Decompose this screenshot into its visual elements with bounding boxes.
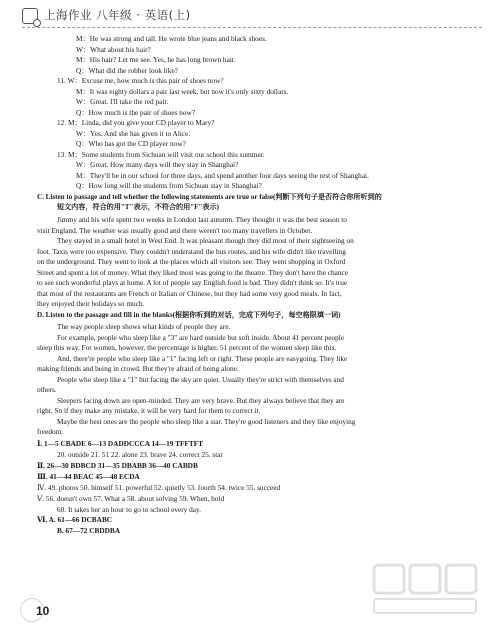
text-line: For example, people who sleep like a "3" are hard outside but soft inside. About 41 percent people bbox=[57, 332, 345, 342]
text-line: right. So if they make any mistake, it will be very hard for them to correct it. bbox=[37, 406, 261, 415]
text-line: freedom. bbox=[37, 427, 64, 436]
text-line: on the underground. They went to look at the places which all visitors see. They went shopping in Oxford bbox=[37, 257, 346, 266]
text-line: Sleepers facing down are open-minded. They are very brave. But they always believe that they are bbox=[57, 395, 345, 405]
answer-key-line: Ⅲ. 41—44 BEAC 45—48 ECDA bbox=[37, 472, 140, 481]
text-line: foot. Taxis were too expensive. They couldn't understand the bus routes, and his wife didn't like travelling bbox=[37, 246, 346, 256]
text-line: Q：What did the robber look like? bbox=[76, 65, 178, 75]
text-line: W：What about his hair? bbox=[76, 44, 151, 54]
text-line: 12. M：Linda, did you give your CD player to Mary? bbox=[57, 118, 215, 127]
text-line: 20. outside 21. 51 22. alone 23. brave 24. correct 25. star bbox=[57, 450, 223, 459]
answer-key-line: Ⅱ. 26—30 BDBCD 31—35 DBABB 36—40 CABDB bbox=[37, 461, 198, 470]
text-line: They stayed in a small hotel in West End. It was pleasant though they did most of their sightseeing on bbox=[57, 236, 354, 245]
answer-key-line: Ⅵ. A. 61—66 DCBABC bbox=[37, 515, 113, 524]
text-line: to see such wonderful plays at home. A lot of people say English food is bad. They didn't think so. It's true bbox=[37, 278, 348, 287]
text-line: Ⅳ. 49. photos 50. himself 51. powerful 52. quietly 53. fourth 54. twice 55. succeed bbox=[37, 483, 281, 492]
text-line: sleep this way. For women, however, the percentage is higher, 51 percent of the women sleep like this. bbox=[37, 343, 337, 352]
watermark-logo bbox=[370, 559, 490, 619]
section-heading: C. Listen to passage and tell whether the following statements are true or false(判断下列句子是否符合你所听到的 bbox=[37, 193, 382, 201]
text-line: Jimmy and his wife spent two weeks in London last autumn. They thought it was the best season to bbox=[57, 215, 347, 224]
section-heading: 短文内容，符合的用"T"表示，不符合的用"F"表示) bbox=[57, 203, 219, 211]
text-line: W：Yes. And she has given it to Alice. bbox=[76, 128, 191, 138]
text-line: Q：How long will the students from Sichuan stay in Shanghai? bbox=[76, 181, 262, 190]
book-logo-icon bbox=[22, 8, 38, 24]
text-line: People who sleep like a "1" but facing the sky are quiet. Usually they're strict with themselves and bbox=[57, 374, 344, 384]
header-title: 上海作业 八年级 · 英语(上) bbox=[44, 8, 191, 22]
text-line: And, there're people who sleep like a "1" facing left or right. These people are easygoing. They like bbox=[57, 353, 348, 363]
text-line: visit England. The weather was usually good and there weren't too many travellers in October. bbox=[37, 225, 313, 235]
text-line: others. bbox=[37, 385, 57, 394]
text-line: Street and spent a lot of money. What they liked most was going to the theatre. They don't have the chance bbox=[37, 267, 349, 277]
page-header bbox=[22, 6, 482, 28]
text-line: M：His hair? Let me see. Yes, he has long brown hair. bbox=[76, 55, 236, 64]
page-number: 10 bbox=[36, 604, 50, 618]
text-line: M：They'll be in our school for three days, and spend another four days seeing the rest of Shanghai. bbox=[76, 170, 369, 180]
section-heading: D. Listen to the passage and fill in the blanks(根据你听到的对话，完成下列句子，每空格限填一词) bbox=[37, 311, 341, 319]
text-line: Ⅴ. 56. doesn't own 57. What a 58. about solving 59. When, hold bbox=[37, 494, 225, 503]
text-line: 11. W：Excuse me, how much is this pair of shoes now? bbox=[57, 76, 224, 85]
answer-key-line: B. 67—72 CBDDBA bbox=[57, 526, 121, 535]
text-line: 60. It takes her an hour to go to school every day. bbox=[57, 504, 202, 514]
text-line: W：Great. How many days will they stay in Shanghai? bbox=[76, 160, 239, 169]
text-line: 13. M：Some students from Sichuan will visit our school this summer. bbox=[57, 149, 265, 159]
text-line: Q：Who has got the CD player now? bbox=[76, 139, 186, 148]
text-line: Maybe the best ones are the people who sleep like a star. They're good listeners and they like enjoying bbox=[57, 416, 356, 426]
text-line: that most of the restaurants are French or Italian or Chinese, but they had some very good meals. In fact, bbox=[37, 288, 342, 298]
text-line: W：Great. I'll take the red pair. bbox=[76, 97, 169, 106]
text-line: M：He was strong and tall. He wrote blue jeans and black shoes. bbox=[76, 34, 267, 43]
text-line: making friends and being in crowd. But they're afraid of being alone. bbox=[37, 364, 239, 373]
text-line: M：It was eighty dollars a pair last week, but now it's only sixty dollars. bbox=[76, 86, 289, 96]
text-line: they enjoyed their holidays so much. bbox=[37, 299, 145, 308]
header-divider bbox=[22, 27, 482, 28]
answer-key-line: Ⅰ. 1—5 CBADE 6—13 DADDCCCA 14—19 TFFTFT bbox=[37, 439, 204, 448]
text-line: The way people sleep shows what kinds of people they are. bbox=[57, 322, 231, 331]
text-line: Q：How much is the pair of shoes now? bbox=[76, 107, 195, 117]
